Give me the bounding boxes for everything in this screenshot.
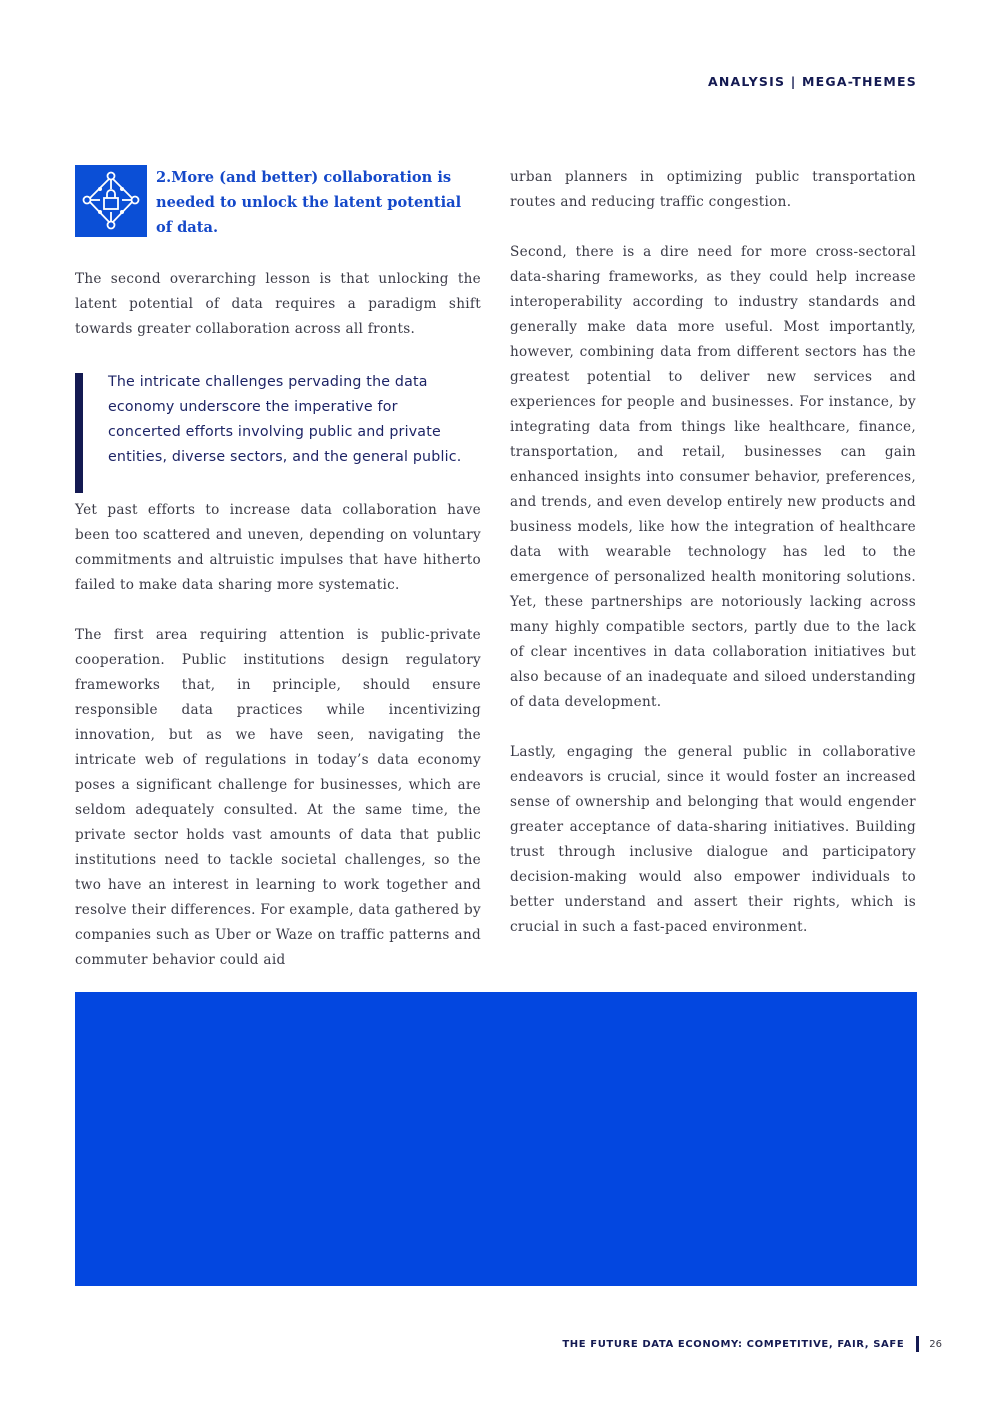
pull-quote <box>75 370 481 470</box>
quote-bar <box>75 373 83 493</box>
page-number: 26 <box>929 1338 942 1350</box>
blue-image-panel <box>75 992 917 1286</box>
footer-divider <box>916 1336 919 1352</box>
footer-title: THE FUTURE DATA ECONOMY: COMPETITIVE, FAIR, SAFE <box>562 1338 905 1350</box>
section-title: 2.More (and better) collaboration is needed to unlock the latent potential of data. <box>156 169 462 236</box>
page-footer <box>562 1336 942 1352</box>
section-heading <box>75 165 481 240</box>
right-paragraph-2: Second, there is a dire need for more cross-sectoral data-sharing frameworks, as they could help increase interoperability according to industry standards and generally make data more useful. Most importantly, however, combining data from different sectors has the greatest potential to deliver new services and experiences for people and businesses. For instance, by integrating data from things like healthcare, finance, transportation, and retail, businesses can gain enhanced insights into consumer behavior, preferences, and trends, and even develop entirely new products and business models, like how the integration of healthcare data with wearable technology has led to the emergence of personalized health monitoring solutions. Yet, these partnerships are notoriously lacking across many highly compatible sectors, partly due to the lack of clear incentives in data collaboration initiatives but also because of an inadequate and siloed understanding of data development. <box>510 244 916 710</box>
right-column <box>510 165 916 940</box>
right-paragraph-1: urban planners in optimizing public transportation routes and reducing traffic congestion. <box>510 169 916 210</box>
running-header: ANALYSIS | MEGA-THEMES <box>708 74 917 89</box>
pull-quote-text: The intricate challenges pervading the data economy underscore the imperative for concerted efforts involving public and private entities, diverse sectors, and the general public. <box>108 374 462 465</box>
left-paragraph-3: The first area requiring attention is public-private cooperation. Public institutions design regulatory frameworks that, in principle, should ensure responsible data practices while incentivizing innovation, but as we have seen, navigating the intricate web of regulations in today’s data economy poses a significant challenge for businesses, which are seldom adequately consulted. At the same time, the private sector holds vast amounts of data that public institutions need to tackle societal challenges, so the two have an interest in learning to work together and resolve their differences. For example, data gathered by companies such as Uber or Waze on traffic patterns and commuter behavior could aid <box>75 627 481 968</box>
right-paragraph-3: Lastly, engaging the general public in collaborative endeavors is crucial, since it would foster an increased sense of ownership and belonging that would engender greater acceptance of data-sharing initiatives. Building trust through inclusive dialogue and participatory decision-making would also empower individuals to better understand and assert their rights, which is crucial in such a fast-paced environment. <box>510 744 916 935</box>
left-paragraph-2: Yet past efforts to increase data collaboration have been too scattered and uneven, depending on voluntary commitments and altruistic impulses that have hitherto failed to make data sharing more systematic. <box>75 502 481 593</box>
left-column <box>75 165 481 973</box>
network-lock-icon <box>75 165 147 237</box>
intro-paragraph: The second overarching lesson is that unlocking the latent potential of data requires a paradigm shift towards greater collaboration across all fronts. <box>75 271 481 337</box>
